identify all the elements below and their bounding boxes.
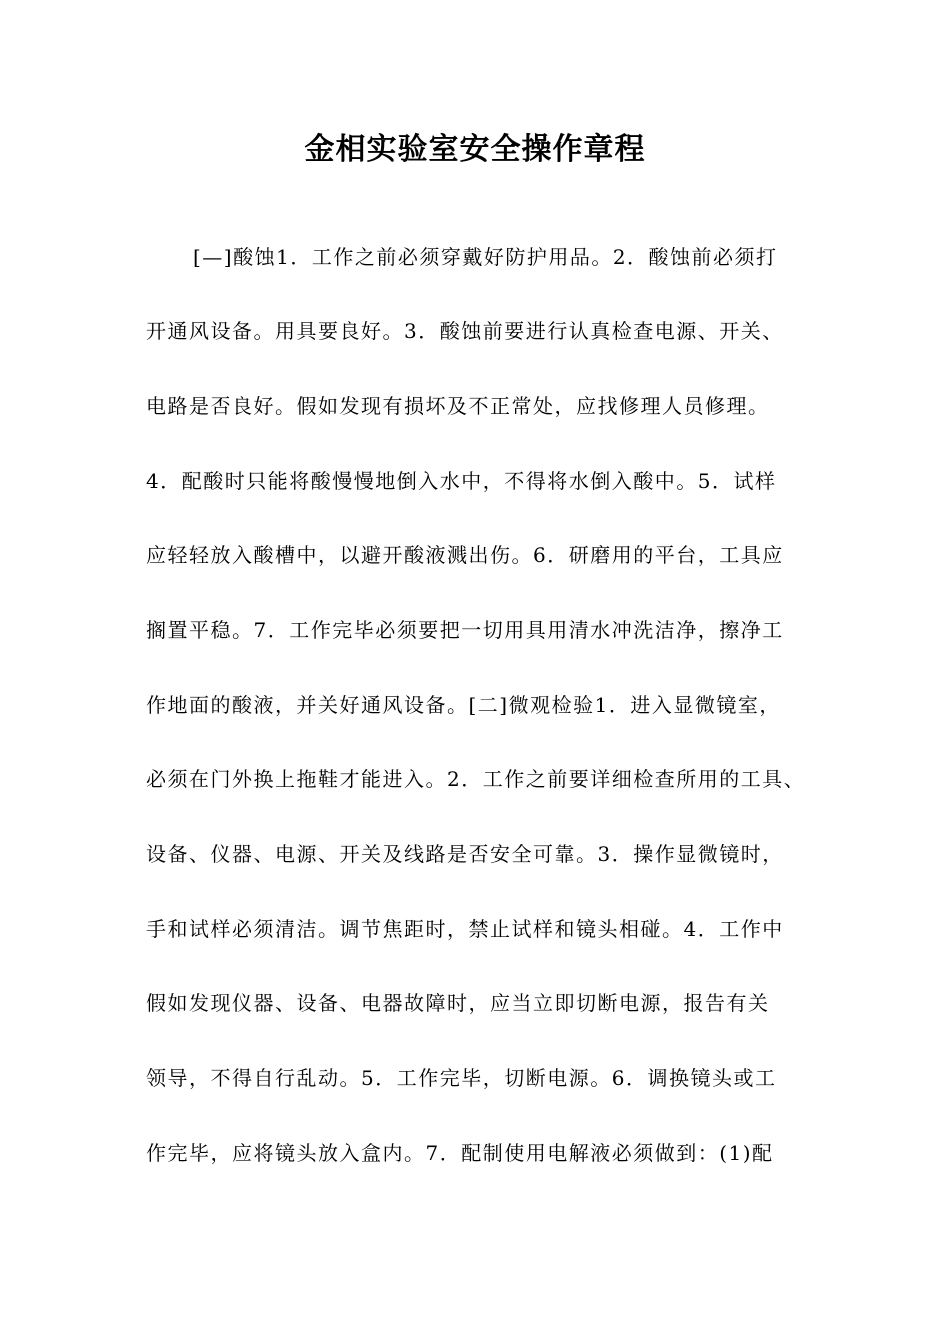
paragraph-line: [—]酸蚀1．工作之前必须穿戴好防护用品。2．酸蚀前必须打 [193,245,778,269]
paragraph-line: 开通风设备。用具要良好。3．酸蚀前要进行认真检查电源、开关、 [146,319,784,343]
paragraph-line: 假如发现仪器、设备、电器故障时，应当立即切断电源，报告有关 [146,991,770,1015]
document-title: 金相实验室安全操作章程 [304,132,646,167]
paragraph-line: 作地面的酸液，并关好通风设备。[二]微观检验1．进入显微镜室， [146,693,781,717]
paragraph-line: 作完毕，应将镜头放入盒内。7．配制使用电解液必须做到：(1)配 [146,1141,774,1165]
paragraph-line: 应轻轻放入酸槽中，以避开酸液溅出伤。6．研磨用的平台，工具应 [146,543,784,567]
paragraph-line: 设备、仪器、电源、开关及线路是否安全可靠。3．操作显微镜时， [146,842,784,866]
paragraph-line: 必须在门外换上拖鞋才能进入。2．工作之前要详细检查所用的工具、 [146,767,806,791]
paragraph-line: 领导，不得自行乱动。5．工作完毕，切断电源。6．调换镜头或工 [146,1066,777,1090]
paragraph-line: 手和试样必须清洁。调节焦距时，禁止试样和镜头相碰。4．工作中 [146,917,784,941]
paragraph-line: 搁置平稳。7．工作完毕必须要把一切用具用清水冲洗洁净，擦净工 [146,618,784,642]
paragraph-line: 电路是否良好。假如发现有损坏及不正常处，应找修理人员修理。 [146,394,770,418]
paragraph-line: 4．配酸时只能将酸慢慢地倒入水中，不得将水倒入酸中。5．试样 [146,469,777,493]
